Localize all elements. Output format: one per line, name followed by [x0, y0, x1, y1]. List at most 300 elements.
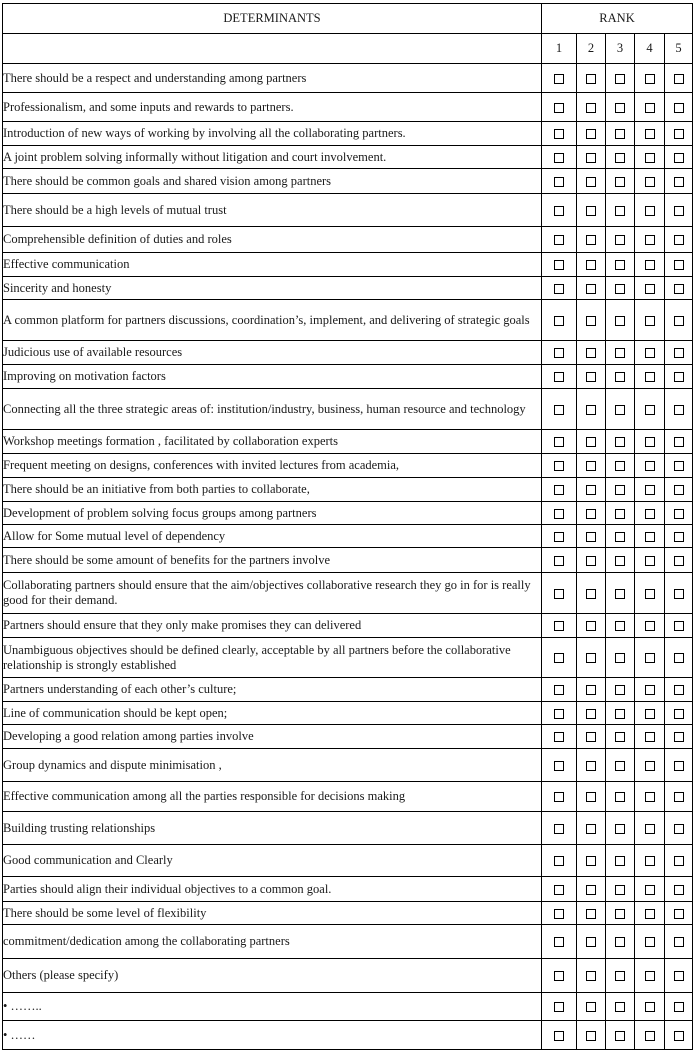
- rank-2-checkbox-icon[interactable]: [586, 621, 596, 631]
- rank-2-checkbox-icon[interactable]: [586, 284, 596, 294]
- rank-5-checkbox-icon[interactable]: [674, 372, 684, 382]
- determinant-row: [3, 725, 693, 749]
- rank-5-checkbox-icon[interactable]: [674, 177, 684, 187]
- rank-4-checkbox-icon[interactable]: [645, 621, 655, 631]
- rank-3-checkbox-icon[interactable]: [615, 260, 625, 270]
- rank-2-checkbox-icon[interactable]: [586, 372, 596, 382]
- rank-2-cell: [577, 300, 606, 341]
- rank-1-checkbox-icon[interactable]: [554, 885, 564, 895]
- rank-1-cell: [542, 454, 577, 478]
- rank-2-cell: [577, 812, 606, 845]
- rank-2-checkbox-icon[interactable]: [586, 653, 596, 663]
- rank-4-checkbox-icon[interactable]: [645, 103, 655, 113]
- rank-3-cell: [606, 548, 635, 573]
- rank-5-checkbox-icon[interactable]: [674, 909, 684, 919]
- rank-3-cell: [606, 365, 635, 389]
- rank-3-cell: [606, 454, 635, 478]
- rank-2-checkbox-icon[interactable]: [586, 260, 596, 270]
- rank-2-checkbox-icon[interactable]: [586, 909, 596, 919]
- rank-4-cell: [635, 389, 665, 430]
- rank-5-checkbox-icon[interactable]: [674, 824, 684, 834]
- rank-3-cell: [606, 64, 635, 93]
- determinant-row: [3, 253, 693, 277]
- rank-1-checkbox-icon[interactable]: [554, 485, 564, 495]
- rank-3-cell: [606, 925, 635, 959]
- rank-3-checkbox-icon[interactable]: [615, 792, 625, 802]
- rank-4-cell: [635, 277, 665, 300]
- determinant-label: Judicious use of available resources: [3, 341, 542, 365]
- rank-1-checkbox-icon[interactable]: [554, 284, 564, 294]
- rank-5-checkbox-icon[interactable]: [674, 260, 684, 270]
- rank-1-checkbox-icon[interactable]: [554, 235, 564, 245]
- rank-4-checkbox-icon[interactable]: [645, 885, 655, 895]
- rank-2-cell: [577, 902, 606, 925]
- rank-2-checkbox-icon[interactable]: [586, 316, 596, 326]
- determinant-row: [3, 277, 693, 300]
- determinant-row: [3, 389, 693, 430]
- rank-4-cell: [635, 1021, 665, 1050]
- rank-5-checkbox-icon[interactable]: [674, 1002, 684, 1012]
- determinant-label: Building trusting relationships: [3, 812, 542, 845]
- rank-4-cell: [635, 782, 665, 812]
- rank-2-checkbox-icon[interactable]: [586, 856, 596, 866]
- rank-4-checkbox-icon[interactable]: [645, 856, 655, 866]
- determinant-row: [3, 146, 693, 169]
- rank-5-cell: [665, 454, 693, 478]
- rank-4-checkbox-icon[interactable]: [645, 589, 655, 599]
- rank-2-cell: [577, 782, 606, 812]
- rank-2-checkbox-icon[interactable]: [586, 103, 596, 113]
- rank-1-checkbox-icon[interactable]: [554, 589, 564, 599]
- rank-1-cell: [542, 502, 577, 525]
- rank-1-checkbox-icon[interactable]: [554, 909, 564, 919]
- determinant-row: [3, 1021, 693, 1050]
- rank-4-checkbox-icon[interactable]: [645, 206, 655, 216]
- determinant-row: [3, 925, 693, 959]
- rank-2-checkbox-icon[interactable]: [586, 485, 596, 495]
- rank-2-cell: [577, 959, 606, 993]
- determinant-row: [3, 638, 693, 678]
- rank-5-checkbox-icon[interactable]: [674, 653, 684, 663]
- determinant-label: Effective communication among all the parties responsible for decisions making: [3, 782, 542, 812]
- rank-2-checkbox-icon[interactable]: [586, 1031, 596, 1041]
- rank-3-checkbox-icon[interactable]: [615, 284, 625, 294]
- rank-2-checkbox-icon[interactable]: [586, 732, 596, 742]
- rank-1-checkbox-icon[interactable]: [554, 1031, 564, 1041]
- rank-1-checkbox-icon[interactable]: [554, 937, 564, 947]
- rank-3-cell: [606, 389, 635, 430]
- rank-4-checkbox-icon[interactable]: [645, 532, 655, 542]
- rank-3-checkbox-icon[interactable]: [615, 589, 625, 599]
- rank-2-checkbox-icon[interactable]: [586, 532, 596, 542]
- rank-1-checkbox-icon[interactable]: [554, 709, 564, 719]
- rank-2-checkbox-icon[interactable]: [586, 405, 596, 415]
- rank-1-checkbox-icon[interactable]: [554, 177, 564, 187]
- rank-5-cell: [665, 877, 693, 902]
- rank-5-checkbox-icon[interactable]: [674, 206, 684, 216]
- determinant-label: Improving on motivation factors: [3, 365, 542, 389]
- rank-5-checkbox-icon[interactable]: [674, 709, 684, 719]
- rank-1-cell: [542, 389, 577, 430]
- rank-5-checkbox-icon[interactable]: [674, 556, 684, 566]
- rank-5-checkbox-icon[interactable]: [674, 589, 684, 599]
- rank-4-checkbox-icon[interactable]: [645, 153, 655, 163]
- rank-3-checkbox-icon[interactable]: [615, 103, 625, 113]
- rank-3-checkbox-icon[interactable]: [615, 348, 625, 358]
- rank-4-checkbox-icon[interactable]: [645, 316, 655, 326]
- rank-4-checkbox-icon[interactable]: [645, 761, 655, 771]
- rank-4-checkbox-icon[interactable]: [645, 372, 655, 382]
- rank-1-checkbox-icon[interactable]: [554, 103, 564, 113]
- rank-3-checkbox-icon[interactable]: [615, 971, 625, 981]
- rank-1-cell: [542, 812, 577, 845]
- rank-1-checkbox-icon[interactable]: [554, 1002, 564, 1012]
- rank-3-checkbox-icon[interactable]: [615, 909, 625, 919]
- rank-5-checkbox-icon[interactable]: [674, 732, 684, 742]
- rank-4-checkbox-icon[interactable]: [645, 485, 655, 495]
- rank-3-cell: [606, 749, 635, 782]
- rank-5-checkbox-icon[interactable]: [674, 509, 684, 519]
- rank-5-checkbox-icon[interactable]: [674, 685, 684, 695]
- rank-3-checkbox-icon[interactable]: [615, 206, 625, 216]
- rank-2-cell: [577, 845, 606, 877]
- rank-1-checkbox-icon[interactable]: [554, 372, 564, 382]
- rank-3-checkbox-icon[interactable]: [615, 177, 625, 187]
- rank-2-checkbox-icon[interactable]: [586, 74, 596, 84]
- rank-4-cell: [635, 253, 665, 277]
- rank-1-checkbox-icon[interactable]: [554, 405, 564, 415]
- determinant-label: Sincerity and honesty: [3, 277, 542, 300]
- rank-5-checkbox-icon[interactable]: [674, 937, 684, 947]
- rank-3-checkbox-icon[interactable]: [615, 405, 625, 415]
- rank-4-checkbox-icon[interactable]: [645, 909, 655, 919]
- rank-1-checkbox-icon[interactable]: [554, 532, 564, 542]
- rank-2-checkbox-icon[interactable]: [586, 206, 596, 216]
- rank-5-checkbox-icon[interactable]: [674, 405, 684, 415]
- determinant-row: [3, 502, 693, 525]
- rank-5-checkbox-icon[interactable]: [674, 885, 684, 895]
- rank-2-checkbox-icon[interactable]: [586, 235, 596, 245]
- rank-2-checkbox-icon[interactable]: [586, 589, 596, 599]
- rank-3-checkbox-icon[interactable]: [615, 316, 625, 326]
- rank-2-checkbox-icon[interactable]: [586, 437, 596, 447]
- rank-5-checkbox-icon[interactable]: [674, 532, 684, 542]
- rank-1-cell: [542, 365, 577, 389]
- rank-1-checkbox-icon[interactable]: [554, 348, 564, 358]
- rank-1-checkbox-icon[interactable]: [554, 153, 564, 163]
- rank-3-checkbox-icon[interactable]: [615, 937, 625, 947]
- rank-3-cell: [606, 169, 635, 194]
- rank-4-checkbox-icon[interactable]: [645, 971, 655, 981]
- rank-3-checkbox-icon[interactable]: [615, 1031, 625, 1041]
- rank-5-checkbox-icon[interactable]: [674, 316, 684, 326]
- rank-3-checkbox-icon[interactable]: [615, 532, 625, 542]
- rank-2-checkbox-icon[interactable]: [586, 937, 596, 947]
- rank-5-checkbox-icon[interactable]: [674, 1031, 684, 1041]
- rank-1-cell: [542, 725, 577, 749]
- rank-1-cell: [542, 253, 577, 277]
- rank-3-checkbox-icon[interactable]: [615, 709, 625, 719]
- determinant-label: There should be a high levels of mutual trust: [3, 194, 542, 227]
- rank-1-checkbox-icon[interactable]: [554, 685, 564, 695]
- rank-4-checkbox-icon[interactable]: [645, 74, 655, 84]
- rank-4-cell: [635, 993, 665, 1021]
- rank-2-checkbox-icon[interactable]: [586, 709, 596, 719]
- rank-1-cell: [542, 93, 577, 122]
- rank-3-checkbox-icon[interactable]: [615, 372, 625, 382]
- rank-3-cell: [606, 725, 635, 749]
- rank-4-checkbox-icon[interactable]: [645, 556, 655, 566]
- rank-5-checkbox-icon[interactable]: [674, 103, 684, 113]
- rank-1-checkbox-icon[interactable]: [554, 74, 564, 84]
- rank-5-checkbox-icon[interactable]: [674, 348, 684, 358]
- rank-1-checkbox-icon[interactable]: [554, 732, 564, 742]
- rank-5-checkbox-icon[interactable]: [674, 856, 684, 866]
- rank-1-cell: [542, 146, 577, 169]
- rank-2-checkbox-icon[interactable]: [586, 824, 596, 834]
- rank-2-cell: [577, 725, 606, 749]
- rank-1-checkbox-icon[interactable]: [554, 761, 564, 771]
- determinant-row: [3, 341, 693, 365]
- rank-4-cell: [635, 725, 665, 749]
- determinant-row: [3, 93, 693, 122]
- rank-4-checkbox-icon[interactable]: [645, 260, 655, 270]
- rank-2-checkbox-icon[interactable]: [586, 509, 596, 519]
- determinant-label: There should be an initiative from both parties to collaborate,: [3, 478, 542, 502]
- rank-4-checkbox-icon[interactable]: [645, 937, 655, 947]
- rank-2-cell: [577, 454, 606, 478]
- rank-4-checkbox-icon[interactable]: [645, 1031, 655, 1041]
- rank-level-5: 5: [665, 34, 693, 64]
- rank-5-cell: [665, 812, 693, 845]
- rank-2-checkbox-icon[interactable]: [586, 129, 596, 139]
- rank-5-checkbox-icon[interactable]: [674, 129, 684, 139]
- rank-2-checkbox-icon[interactable]: [586, 761, 596, 771]
- rank-3-checkbox-icon[interactable]: [615, 556, 625, 566]
- determinant-label: There should be a respect and understanding among partners: [3, 64, 542, 93]
- rank-4-checkbox-icon[interactable]: [645, 509, 655, 519]
- rank-4-checkbox-icon[interactable]: [645, 348, 655, 358]
- rank-1-checkbox-icon[interactable]: [554, 129, 564, 139]
- rank-5-cell: [665, 525, 693, 548]
- rank-2-checkbox-icon[interactable]: [586, 792, 596, 802]
- rank-1-cell: [542, 678, 577, 702]
- rank-4-checkbox-icon[interactable]: [645, 1002, 655, 1012]
- determinant-label: Line of communication should be kept open;: [3, 702, 542, 725]
- determinant-row: [3, 365, 693, 389]
- rank-1-checkbox-icon[interactable]: [554, 509, 564, 519]
- determinant-row: [3, 877, 693, 902]
- rank-4-cell: [635, 525, 665, 548]
- rank-5-cell: [665, 300, 693, 341]
- determinant-label: Parties should align their individual objectives to a common goal.: [3, 877, 542, 902]
- rank-2-cell: [577, 277, 606, 300]
- rank-1-checkbox-icon[interactable]: [554, 621, 564, 631]
- rank-1-cell: [542, 925, 577, 959]
- rank-5-checkbox-icon[interactable]: [674, 437, 684, 447]
- rank-4-cell: [635, 122, 665, 146]
- rank-5-cell: [665, 93, 693, 122]
- rank-2-checkbox-icon[interactable]: [586, 971, 596, 981]
- rank-3-checkbox-icon[interactable]: [615, 461, 625, 471]
- rank-4-checkbox-icon[interactable]: [645, 732, 655, 742]
- determinant-label: Workshop meetings formation , facilitated by collaboration experts: [3, 430, 542, 454]
- rank-3-checkbox-icon[interactable]: [615, 1002, 625, 1012]
- rank-2-checkbox-icon[interactable]: [586, 153, 596, 163]
- rank-1-cell: [542, 277, 577, 300]
- rank-5-checkbox-icon[interactable]: [674, 153, 684, 163]
- rank-2-checkbox-icon[interactable]: [586, 177, 596, 187]
- rank-5-cell: [665, 341, 693, 365]
- determinant-label: Unambiguous objectives should be defined clearly, acceptable by all partners before the collaborative relationship is strongly established: [3, 638, 542, 678]
- rank-3-checkbox-icon[interactable]: [615, 856, 625, 866]
- rank-3-cell: [606, 678, 635, 702]
- rank-3-checkbox-icon[interactable]: [615, 485, 625, 495]
- rank-5-cell: [665, 389, 693, 430]
- rank-3-checkbox-icon[interactable]: [615, 824, 625, 834]
- rank-4-checkbox-icon[interactable]: [645, 437, 655, 447]
- rank-5-checkbox-icon[interactable]: [674, 621, 684, 631]
- rank-1-checkbox-icon[interactable]: [554, 824, 564, 834]
- rank-4-checkbox-icon[interactable]: [645, 461, 655, 471]
- determinant-row: [3, 573, 693, 614]
- rank-5-cell: [665, 782, 693, 812]
- rank-3-checkbox-icon[interactable]: [615, 153, 625, 163]
- rank-4-checkbox-icon[interactable]: [645, 653, 655, 663]
- rank-2-checkbox-icon[interactable]: [586, 461, 596, 471]
- determinant-label: Others (please specify): [3, 959, 542, 993]
- rank-5-cell: [665, 725, 693, 749]
- determinant-label: Connecting all the three strategic areas of: institution/industry, business, human resource and technology: [3, 389, 542, 430]
- rank-3-checkbox-icon[interactable]: [615, 761, 625, 771]
- rank-2-checkbox-icon[interactable]: [586, 885, 596, 895]
- determinant-label: Partners understanding of each other’s culture;: [3, 678, 542, 702]
- rank-4-checkbox-icon[interactable]: [645, 685, 655, 695]
- rank-2-checkbox-icon[interactable]: [586, 556, 596, 566]
- rank-4-checkbox-icon[interactable]: [645, 129, 655, 139]
- rank-2-cell: [577, 430, 606, 454]
- rank-3-checkbox-icon[interactable]: [615, 509, 625, 519]
- rank-1-checkbox-icon[interactable]: [554, 856, 564, 866]
- rank-level-3: 3: [606, 34, 635, 64]
- determinant-label: Development of problem solving focus groups among partners: [3, 502, 542, 525]
- rank-4-cell: [635, 845, 665, 877]
- rank-1-checkbox-icon[interactable]: [554, 316, 564, 326]
- rank-3-checkbox-icon[interactable]: [615, 74, 625, 84]
- determinant-row: [3, 902, 693, 925]
- rank-4-checkbox-icon[interactable]: [645, 177, 655, 187]
- rank-4-checkbox-icon[interactable]: [645, 235, 655, 245]
- determinant-label: commitment/dedication among the collaborating partners: [3, 925, 542, 959]
- determinant-label: Professionalism, and some inputs and rewards to partners.: [3, 93, 542, 122]
- rank-1-checkbox-icon[interactable]: [554, 971, 564, 981]
- rank-2-cell: [577, 478, 606, 502]
- rank-3-checkbox-icon[interactable]: [615, 653, 625, 663]
- rank-5-cell: [665, 925, 693, 959]
- rank-3-checkbox-icon[interactable]: [615, 885, 625, 895]
- rank-1-checkbox-icon[interactable]: [554, 461, 564, 471]
- rank-5-cell: [665, 502, 693, 525]
- rank-3-checkbox-icon[interactable]: [615, 235, 625, 245]
- rank-5-checkbox-icon[interactable]: [674, 235, 684, 245]
- rank-2-checkbox-icon[interactable]: [586, 1002, 596, 1012]
- rank-4-cell: [635, 902, 665, 925]
- rank-2-cell: [577, 169, 606, 194]
- rank-4-cell: [635, 430, 665, 454]
- rank-3-checkbox-icon[interactable]: [615, 621, 625, 631]
- determinant-row: [3, 782, 693, 812]
- rank-1-checkbox-icon[interactable]: [554, 556, 564, 566]
- rank-4-cell: [635, 502, 665, 525]
- rank-3-cell: [606, 525, 635, 548]
- rank-5-checkbox-icon[interactable]: [674, 792, 684, 802]
- rank-1-cell: [542, 614, 577, 638]
- rank-5-checkbox-icon[interactable]: [674, 74, 684, 84]
- determinant-row: [3, 122, 693, 146]
- rank-1-cell: [542, 877, 577, 902]
- rank-5-cell: [665, 1021, 693, 1050]
- rank-1-checkbox-icon[interactable]: [554, 260, 564, 270]
- rank-2-cell: [577, 227, 606, 253]
- rank-5-cell: [665, 194, 693, 227]
- determinant-row: [3, 614, 693, 638]
- rank-3-cell: [606, 478, 635, 502]
- rank-level-4: 4: [635, 34, 665, 64]
- rank-1-checkbox-icon[interactable]: [554, 437, 564, 447]
- rank-3-cell: [606, 993, 635, 1021]
- determinant-label: Frequent meeting on designs, conferences with invited lectures from academia,: [3, 454, 542, 478]
- rank-4-checkbox-icon[interactable]: [645, 709, 655, 719]
- rank-3-checkbox-icon[interactable]: [615, 685, 625, 695]
- rank-3-checkbox-icon[interactable]: [615, 732, 625, 742]
- rank-1-checkbox-icon[interactable]: [554, 653, 564, 663]
- determinant-label: • ……: [3, 1021, 542, 1050]
- determinant-label: A common platform for partners discussions, coordination’s, implement, and delivering of strategic goals: [3, 300, 542, 341]
- rank-1-checkbox-icon[interactable]: [554, 792, 564, 802]
- rank-4-cell: [635, 341, 665, 365]
- rank-1-cell: [542, 702, 577, 725]
- rank-5-checkbox-icon[interactable]: [674, 971, 684, 981]
- rank-5-checkbox-icon[interactable]: [674, 461, 684, 471]
- rank-3-cell: [606, 902, 635, 925]
- rank-3-cell: [606, 502, 635, 525]
- determinants-header: DETERMINANTS: [3, 4, 542, 34]
- rank-4-checkbox-icon[interactable]: [645, 824, 655, 834]
- rank-5-checkbox-icon[interactable]: [674, 485, 684, 495]
- rank-5-checkbox-icon[interactable]: [674, 761, 684, 771]
- rank-1-checkbox-icon[interactable]: [554, 206, 564, 216]
- rank-2-checkbox-icon[interactable]: [586, 685, 596, 695]
- rank-3-checkbox-icon[interactable]: [615, 437, 625, 447]
- determinant-label: Allow for Some mutual level of dependency: [3, 525, 542, 548]
- rank-2-cell: [577, 1021, 606, 1050]
- rank-3-cell: [606, 146, 635, 169]
- rank-4-cell: [635, 169, 665, 194]
- determinant-label: Partners should ensure that they only make promises they can delivered: [3, 614, 542, 638]
- rank-4-checkbox-icon[interactable]: [645, 792, 655, 802]
- rank-4-checkbox-icon[interactable]: [645, 405, 655, 415]
- rank-4-checkbox-icon[interactable]: [645, 284, 655, 294]
- rank-4-cell: [635, 678, 665, 702]
- rank-5-cell: [665, 365, 693, 389]
- rank-5-checkbox-icon[interactable]: [674, 284, 684, 294]
- rank-1-cell: [542, 525, 577, 548]
- determinant-row: [3, 300, 693, 341]
- rank-2-cell: [577, 194, 606, 227]
- rank-3-checkbox-icon[interactable]: [615, 129, 625, 139]
- rank-2-checkbox-icon[interactable]: [586, 348, 596, 358]
- rank-2-cell: [577, 573, 606, 614]
